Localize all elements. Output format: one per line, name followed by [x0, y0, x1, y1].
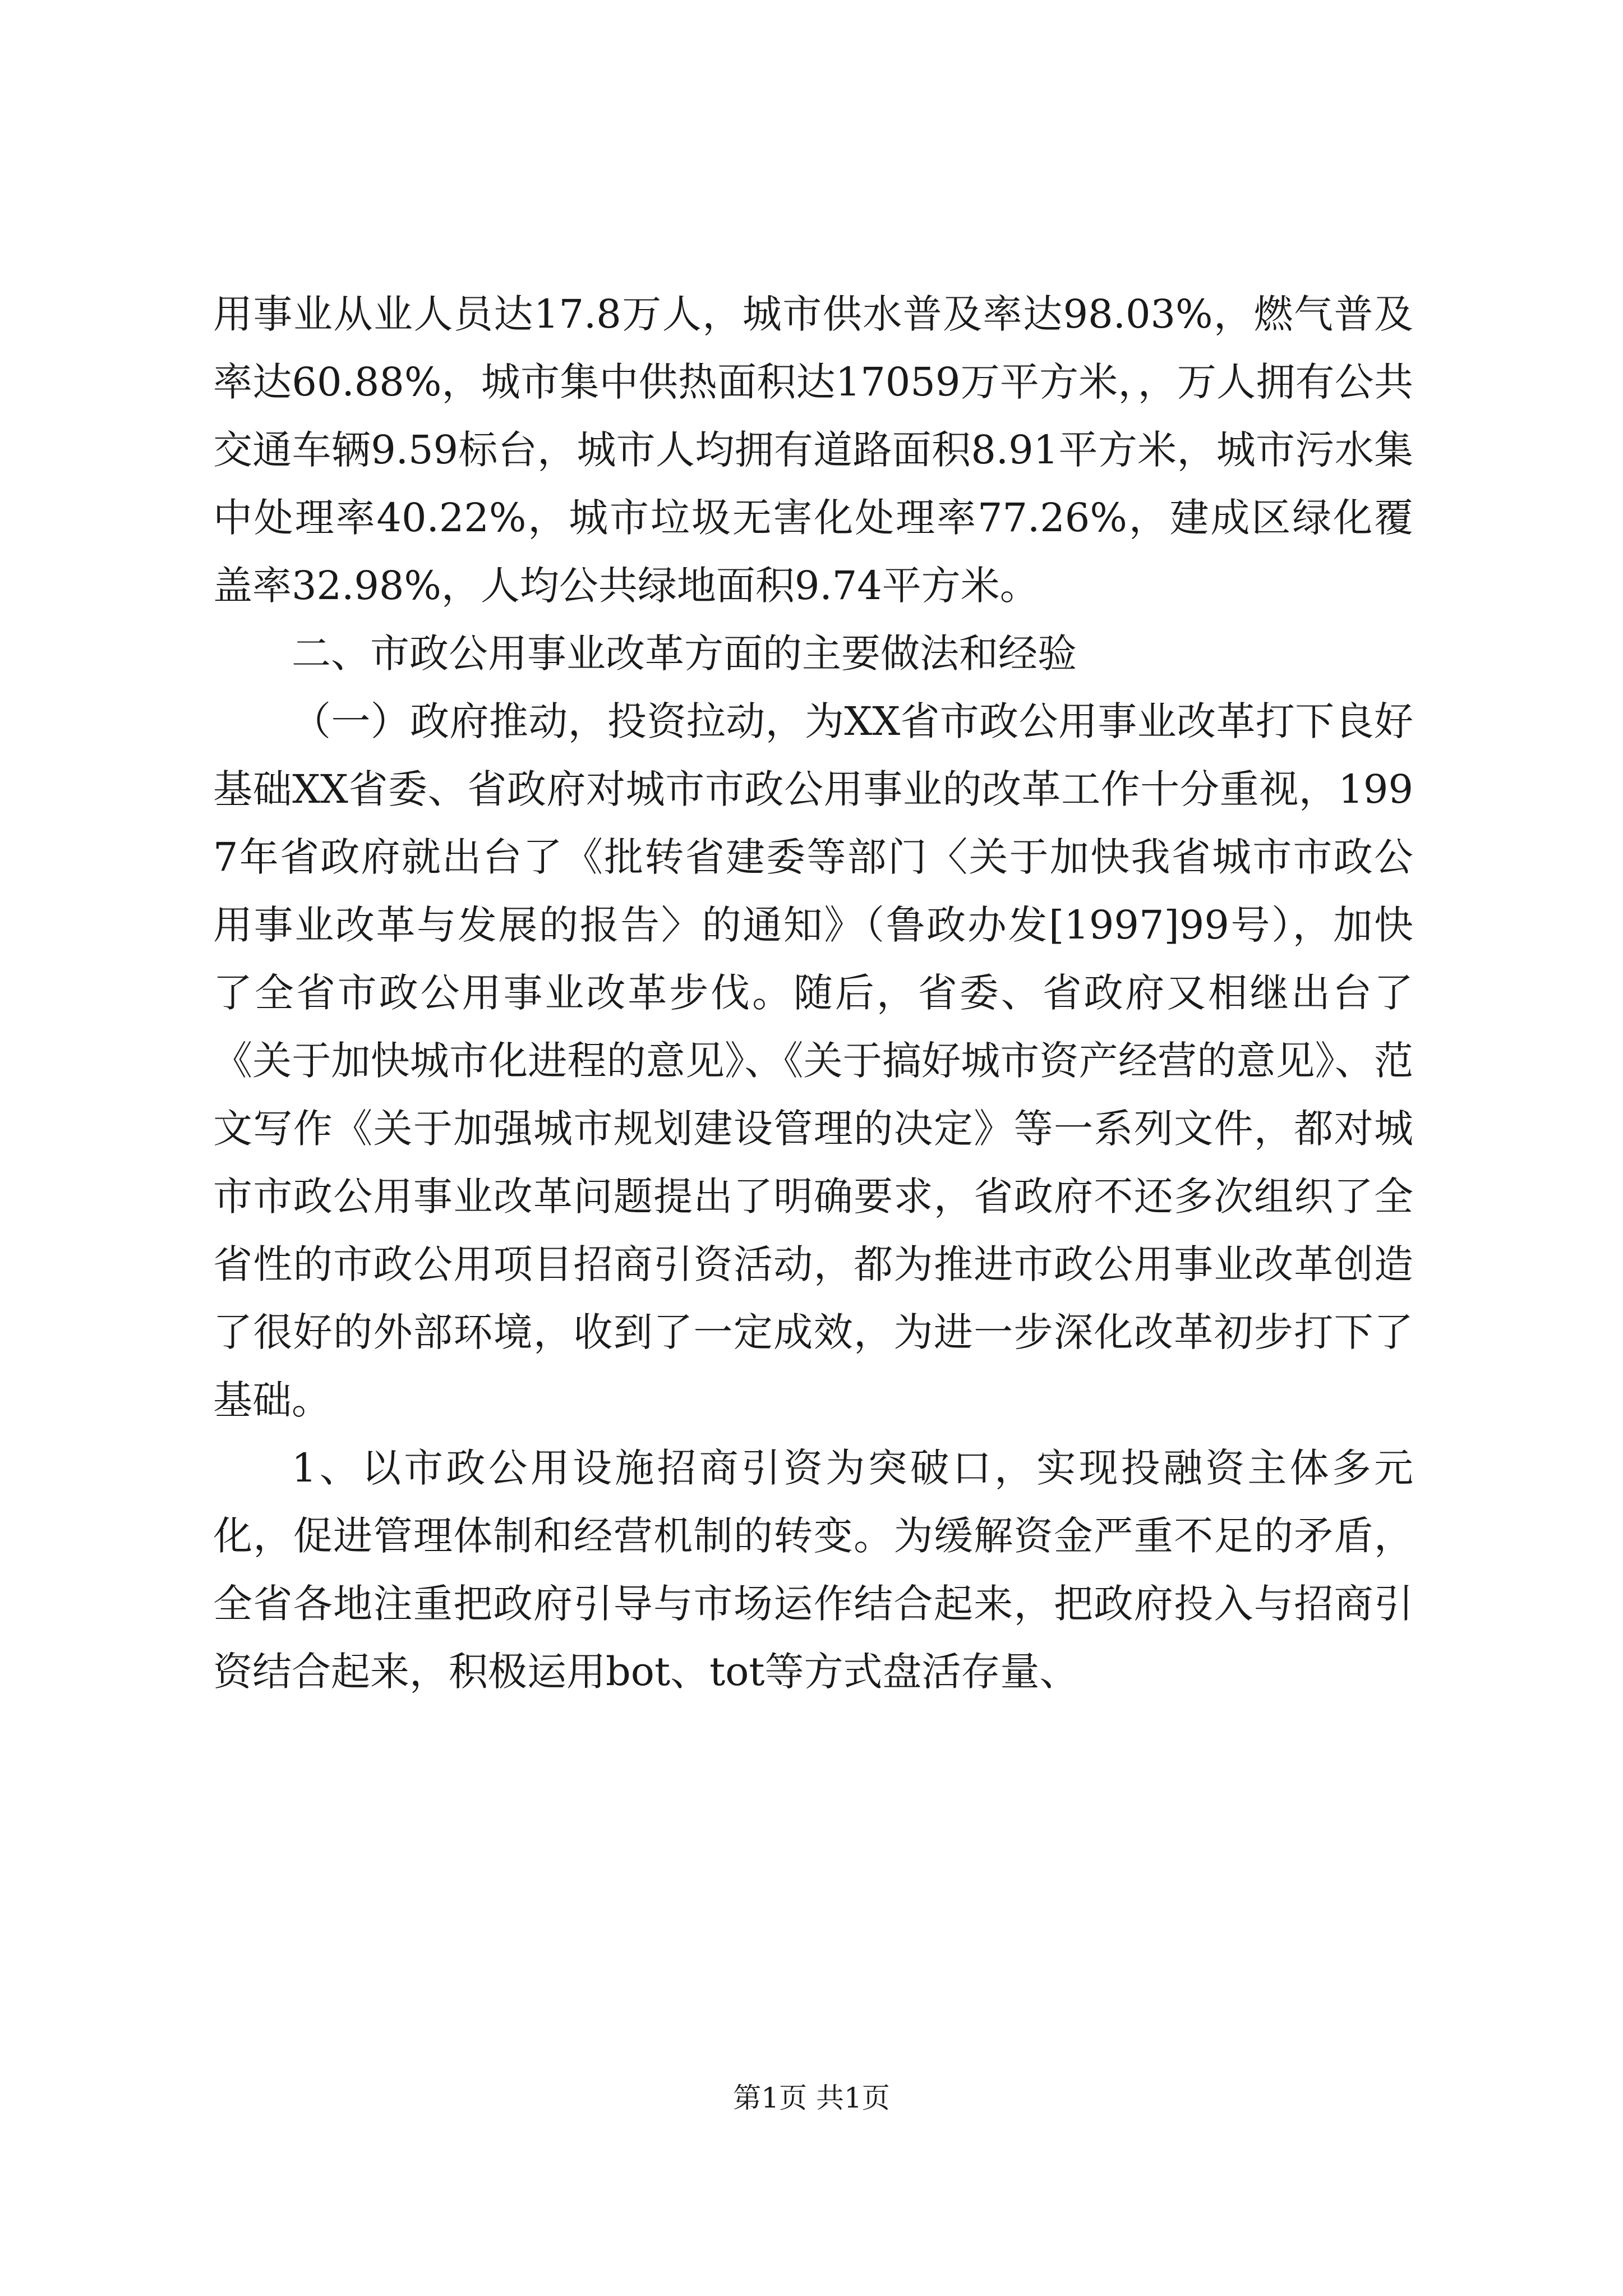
- document-body: [213, 280, 1413, 1706]
- paragraph-investment: 1、以市政公用设施招商引资为突破口，实现投融资主体多元化，促进管理体制和经营机制的转变。为缓解资金严重不足的矛盾，全省各地注重把政府引导与市场运作结合起来，把政府投入与招商引资结合起来，积极运用bot、tot等方式盘活存量、: [213, 1445, 1413, 1695]
- paragraph-government-promotion: （一）政府推动，投资拉动，为XX省市政公用事业改革打下良好基础XX省委、省政府对城市市政公用事业的改革工作十分重视，1997年省政府就出台了《批转省建委等部门〈关于加快我省城市市政公用事业改革与发展的报告〉的通知》（鲁政办发[1997]99号），加快了全省市政公用事业改革步伐。随后，省委、省政府又相继出台了《关于加快城市化进程的意见》、《关于搞好城市资产经营的意见》、范文写作《关于加强城市规划建设管理的决定》等一系列文件，都对城市市政公用事业改革问题提出了明确要求，省政府不还多次组织了全省性的市政公用项目招商引资活动，都为推进市政公用事业改革创造了很好的外部环境，收到了一定成效，为进一步深化改革初步打下了基础。: [213, 698, 1413, 1423]
- section-heading: 二、市政公用事业改革方面的主要做法和经验: [292, 631, 1077, 677]
- page-number-footer: 第1页 共1页: [733, 2082, 890, 2114]
- paragraph-statistics: 用事业从业人员达17.8万人，城市供水普及率达98.03%，燃气普及率达60.88%，城市集中供热面积达17059万平方米，，万人拥有公共交通车辆9.59标台，城市人均拥有道路面积8.91平方米，城市污水集中处理率40.22%，城市垃圾无害化处理率77.26%，建成区绿化覆盖率32.98%，人均公共绿地面积9.74平方米。: [213, 291, 1413, 609]
